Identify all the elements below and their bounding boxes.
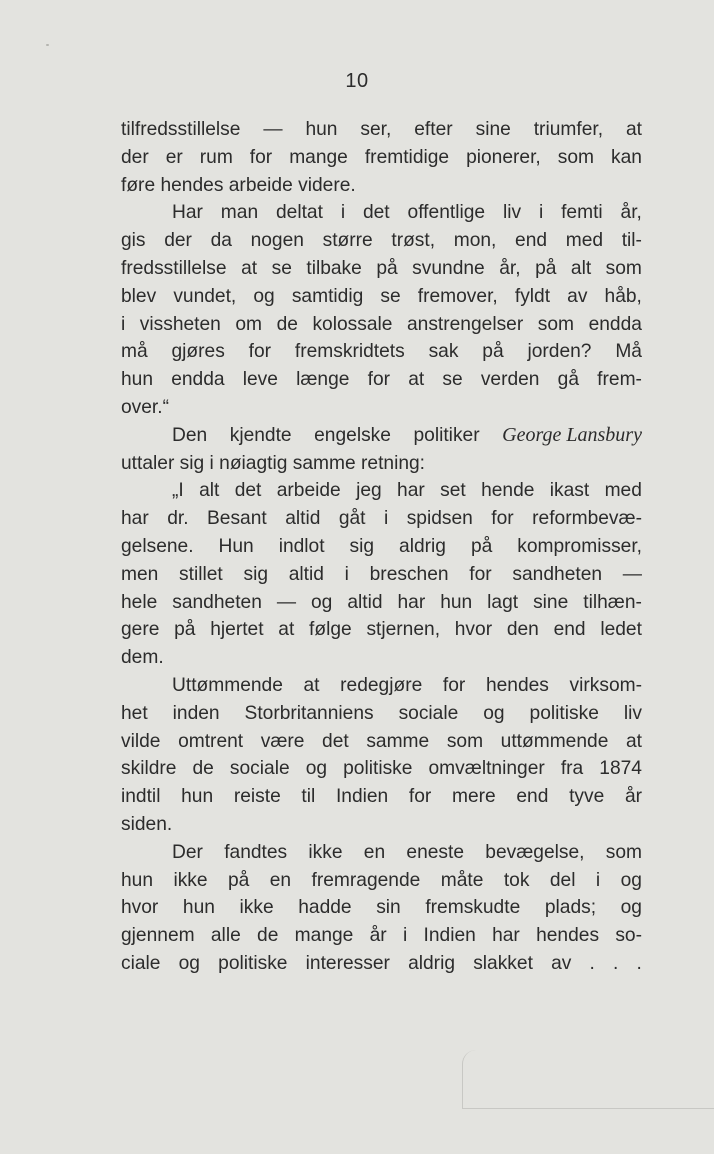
word: Har <box>172 202 203 224</box>
word: hendes <box>536 925 600 947</box>
word: nøiagtig <box>219 452 288 474</box>
word: hvor <box>454 619 493 641</box>
word: Storbritanniens <box>244 702 374 724</box>
word: sine <box>475 119 511 140</box>
word: pionerer, <box>466 146 541 168</box>
word: hende <box>481 480 535 502</box>
word: år <box>369 925 387 947</box>
word: og <box>253 285 275 307</box>
word: om <box>235 313 263 335</box>
word: være <box>260 730 305 752</box>
word: se <box>442 369 463 391</box>
word: men <box>121 563 159 585</box>
word: fremskudte <box>425 897 521 919</box>
word: uttaler <box>121 452 175 474</box>
word: end <box>515 230 548 252</box>
word: altid <box>288 563 324 585</box>
page-corner-mark <box>462 1050 714 1109</box>
word: der <box>121 146 149 168</box>
word: hun <box>121 869 154 891</box>
word: for <box>248 341 272 363</box>
word: sandheten <box>172 591 262 613</box>
word: tilbake <box>306 257 362 279</box>
word: med <box>604 480 642 502</box>
word: for <box>249 146 273 168</box>
word: i <box>538 202 544 224</box>
word: blev <box>121 285 157 307</box>
word: i <box>121 313 126 335</box>
word: gjennem <box>121 925 195 947</box>
text-line <box>121 894 642 922</box>
word: fremragende <box>311 869 421 891</box>
word: det <box>362 202 390 224</box>
word: — <box>276 591 297 613</box>
word: på <box>535 257 557 279</box>
word: dr. <box>167 508 189 530</box>
word: end <box>553 619 586 641</box>
word: gåt <box>338 508 366 530</box>
word: . <box>636 952 642 974</box>
word: het <box>121 702 148 724</box>
text-line <box>121 755 642 783</box>
word: efter <box>414 119 453 140</box>
word: rum <box>199 146 233 168</box>
word: politiske <box>343 758 413 780</box>
paper-speck <box>46 44 49 46</box>
text-line <box>121 533 642 561</box>
text-line <box>121 172 642 200</box>
word: tok <box>503 869 530 891</box>
text-line <box>121 867 642 895</box>
word: endda <box>171 369 225 391</box>
word: trøst, <box>391 230 436 252</box>
word: for <box>408 786 432 808</box>
word: håb, <box>604 285 642 307</box>
word: til <box>301 786 316 808</box>
text-line <box>121 783 642 811</box>
word: i <box>402 925 408 947</box>
word: so- <box>615 925 642 947</box>
word: Hun <box>218 535 254 557</box>
text-line <box>121 199 642 227</box>
word: alt <box>570 257 592 279</box>
word: stjernen, <box>366 619 441 641</box>
word: redegjøre <box>340 674 423 696</box>
word: skildre <box>121 758 177 780</box>
word: del <box>549 869 576 891</box>
word: mon, <box>453 230 497 252</box>
word: tyve <box>569 786 605 808</box>
word: Der <box>172 841 203 863</box>
word: gis <box>121 230 146 252</box>
word: liv <box>623 702 642 724</box>
word: frem- <box>597 369 642 391</box>
text-line <box>121 644 642 672</box>
text-line <box>121 811 642 839</box>
word: fredsstillelse <box>121 257 227 279</box>
word: som <box>446 730 484 752</box>
word: George Lansbury <box>502 423 642 446</box>
word: som <box>605 841 642 863</box>
word: uttømmende <box>500 730 609 752</box>
word: længe <box>296 369 350 391</box>
text-line <box>121 144 642 172</box>
word: gelsene. <box>121 535 194 557</box>
text-line <box>121 922 642 950</box>
text-line <box>121 311 642 339</box>
word: det <box>322 730 349 752</box>
word: gå <box>557 369 579 391</box>
word: da <box>210 230 232 252</box>
word: hendes <box>160 174 224 196</box>
word: år, <box>499 257 521 279</box>
word: politiker <box>413 424 480 446</box>
word: i <box>209 452 214 474</box>
word: og <box>311 591 333 613</box>
word: samtidig <box>291 285 364 307</box>
word: måte <box>440 869 484 891</box>
word: sociale <box>229 758 290 780</box>
word: tilhæn- <box>583 591 642 613</box>
word: eneste <box>406 841 465 863</box>
word: anstrengelser <box>406 313 524 335</box>
word: vissheten <box>139 313 221 335</box>
word: over.“ <box>121 396 169 418</box>
word: plads; <box>544 897 597 919</box>
word: set <box>440 480 466 502</box>
word: på <box>227 869 250 891</box>
word: gjøres <box>171 341 225 363</box>
word: — <box>263 119 283 140</box>
word: ledet <box>600 619 642 641</box>
word: lagt <box>487 591 519 613</box>
text-line <box>121 450 642 478</box>
word: for <box>442 674 466 696</box>
word: fra <box>560 758 584 780</box>
word: alle <box>210 925 241 947</box>
word: tilfredsstillelse <box>121 119 241 140</box>
word: de <box>276 313 298 335</box>
word: og <box>178 952 200 974</box>
word: politiske <box>529 702 599 724</box>
word: i <box>344 563 349 585</box>
word: sociale <box>398 702 459 724</box>
word: kompromisser, <box>517 535 642 557</box>
word: arbeide <box>228 174 293 196</box>
word: man <box>220 202 259 224</box>
word: at <box>625 730 642 752</box>
word: aldrig <box>408 952 456 974</box>
word: den <box>506 619 539 641</box>
word: stillet <box>179 563 223 585</box>
word: år <box>624 786 642 808</box>
word: føre <box>121 174 156 196</box>
word: Uttømmende <box>172 674 283 696</box>
word: ikast <box>549 480 590 502</box>
word: vundet, <box>173 285 237 307</box>
word: Indien <box>423 925 476 947</box>
word: femti <box>561 202 603 224</box>
word: liv <box>502 202 522 224</box>
word: hun <box>440 591 473 613</box>
text-line <box>121 728 642 756</box>
text-line <box>121 255 642 283</box>
word: Besant <box>206 508 267 530</box>
word: hun <box>121 369 154 391</box>
word: kan <box>610 146 642 168</box>
word: verden <box>480 369 540 391</box>
word: videre. <box>298 174 356 196</box>
word: spidsen <box>406 508 473 530</box>
word: at <box>408 369 425 391</box>
word: . <box>613 952 619 974</box>
word: hendes <box>485 674 549 696</box>
word: svundne <box>412 257 485 279</box>
word: større <box>322 230 373 252</box>
text-line <box>121 227 642 255</box>
word: på <box>376 257 398 279</box>
word: som <box>605 257 642 279</box>
word: gere <box>121 619 160 641</box>
word: deltat <box>276 202 323 224</box>
word: dem. <box>121 647 164 669</box>
word: har <box>397 591 426 613</box>
word: Den <box>172 424 208 446</box>
body-text <box>121 116 642 978</box>
word: siden. <box>121 813 173 835</box>
word: at <box>278 619 295 641</box>
word: til- <box>621 230 642 252</box>
word: har <box>397 480 425 502</box>
text-line <box>121 672 642 700</box>
word: altid <box>347 591 383 613</box>
word: virksom- <box>569 674 642 696</box>
text-line <box>121 505 642 533</box>
word: alt <box>199 480 220 502</box>
text-line <box>121 616 642 644</box>
word: for <box>469 563 492 585</box>
word: i <box>595 869 601 891</box>
word: hadde <box>298 897 352 919</box>
word: de <box>257 925 279 947</box>
word: reformbevæ- <box>532 508 642 530</box>
word: fyldt <box>514 285 551 307</box>
page-number: 10 <box>345 70 369 92</box>
word: politiske <box>218 952 288 974</box>
text-line <box>121 950 642 978</box>
word: for <box>367 369 391 391</box>
word: sine <box>533 591 569 613</box>
word: samme <box>366 730 430 752</box>
word: sig <box>179 452 205 474</box>
word: på <box>470 535 493 557</box>
word: hun <box>182 897 215 919</box>
word: slakket <box>473 952 533 974</box>
text-line <box>121 116 642 144</box>
word: triumfer, <box>533 119 604 140</box>
word: i <box>340 202 346 224</box>
word: ikke <box>308 841 343 863</box>
text-line <box>121 283 642 311</box>
word: fremskridtets <box>294 341 405 363</box>
word: reiste <box>233 786 281 808</box>
word: av <box>551 952 572 974</box>
word: med <box>565 230 604 252</box>
word: som <box>557 146 594 168</box>
word: vilde <box>121 730 161 752</box>
word: på <box>482 341 504 363</box>
word: må <box>121 341 148 363</box>
word: har <box>121 508 149 530</box>
word: på <box>174 619 196 641</box>
word: nogen <box>250 230 304 252</box>
word: kolossale <box>312 313 393 335</box>
word: for <box>491 508 514 530</box>
word: i <box>383 508 389 530</box>
text-line <box>121 394 642 422</box>
word: som <box>537 313 575 335</box>
word: og <box>620 897 642 919</box>
word: en <box>363 841 386 863</box>
word: hele <box>121 591 158 613</box>
word: interesser <box>305 952 390 974</box>
word: arbeide <box>276 480 341 502</box>
word: en <box>269 869 292 891</box>
word: at <box>303 674 320 696</box>
word: sandheten <box>512 563 603 585</box>
word: se <box>271 257 292 279</box>
word: „I <box>172 480 184 502</box>
word: hjertet <box>210 619 264 641</box>
word: samme <box>292 452 356 474</box>
word: bevægelse, <box>485 841 585 863</box>
word: at <box>241 257 258 279</box>
word: . <box>589 952 595 974</box>
word: av <box>567 285 588 307</box>
word: kjendte <box>229 424 292 446</box>
word: og <box>620 869 642 891</box>
word: end <box>516 786 549 808</box>
word: mere <box>451 786 496 808</box>
text-line <box>121 366 642 394</box>
word: sak <box>428 341 459 363</box>
text-line <box>121 589 642 617</box>
word: mange <box>289 146 348 168</box>
word: omtrent <box>178 730 244 752</box>
word: og <box>305 758 328 780</box>
text-line <box>121 561 642 589</box>
word: ikke <box>173 869 208 891</box>
text-line <box>121 338 642 366</box>
text-line <box>121 839 642 867</box>
word: jeg <box>356 480 382 502</box>
word: sig <box>349 535 375 557</box>
word: retning: <box>361 452 426 474</box>
word: og <box>483 702 505 724</box>
word: år, <box>620 202 642 224</box>
word: endda <box>588 313 642 335</box>
text-line <box>121 422 642 450</box>
word: sig <box>243 563 269 585</box>
word: breschen <box>369 563 449 585</box>
word: omvæltninger <box>428 758 545 780</box>
word: fremover, <box>417 285 498 307</box>
word: sin <box>376 897 401 919</box>
word: hvor <box>121 897 159 919</box>
word: de <box>192 758 214 780</box>
word: mange <box>294 925 354 947</box>
word: hun <box>181 786 214 808</box>
text-line <box>121 700 642 728</box>
word: se <box>380 285 401 307</box>
word: har <box>492 925 520 947</box>
word: 1874 <box>599 758 642 780</box>
word: der <box>164 230 192 252</box>
word: jorden? <box>527 341 592 363</box>
word: ser, <box>360 119 392 140</box>
word: engelske <box>314 424 391 446</box>
word: ikke <box>239 897 274 919</box>
text-line <box>121 477 642 505</box>
word: det <box>234 480 262 502</box>
word: fremtidige <box>364 146 450 168</box>
word: inden <box>172 702 220 724</box>
word: fandtes <box>224 841 288 863</box>
word: ciale <box>121 952 161 974</box>
word: aldrig <box>399 535 446 557</box>
word: Må <box>615 341 642 363</box>
word: er <box>165 146 183 168</box>
word: — <box>622 563 642 585</box>
word: altid <box>285 508 321 530</box>
word: at <box>625 119 642 140</box>
word: Indien <box>335 786 389 808</box>
word: offentlige <box>407 202 486 224</box>
word: indlot <box>278 535 325 557</box>
word: hun <box>305 119 338 140</box>
word: følge <box>309 619 352 641</box>
word: indtil <box>121 786 161 808</box>
word: leve <box>242 369 278 391</box>
